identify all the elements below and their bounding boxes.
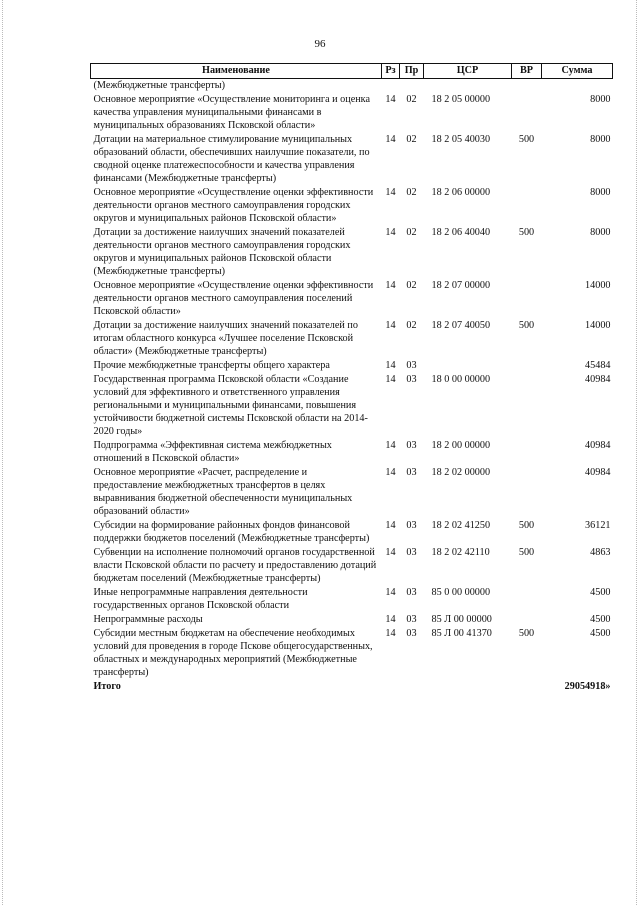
cell-sum: 14000 (585, 280, 611, 291)
table-row (91, 186, 613, 226)
cell-csr: 18 2 05 00000 (431, 94, 491, 105)
cell-name: (Межбюджетные трансферты) (93, 80, 226, 91)
cell-pr: 03 (406, 360, 417, 371)
cell-rz (382, 680, 400, 694)
table-row (91, 586, 613, 613)
table-row (91, 319, 613, 359)
cell-vr (512, 680, 542, 694)
budget-allocation-table (90, 63, 613, 694)
cell-name: Основное мероприятие «Осуществление мониторинга и оценка качества управления муниципальными финансами в муниципальных образованиях Псковской области» (93, 94, 370, 131)
cell-rz: 14 (385, 227, 396, 238)
cell-name: Дотации за достижение наилучших значений показателей деятельности органов местного самоуправления городских округов и муниципальных районов Псковской области (Межбюджетные трансферты) (93, 227, 351, 277)
cell-sum: 8000 (590, 94, 611, 105)
cell-sum: 40984 (585, 374, 611, 385)
cell-sum: 45484 (585, 360, 611, 371)
cell-sum: 8000 (590, 227, 611, 238)
cell-csr: 18 2 07 00000 (431, 280, 491, 291)
cell-rz: 14 (385, 134, 396, 145)
cell-sum: 4500 (590, 614, 611, 625)
cell-sum: 14000 (585, 320, 611, 331)
cell-sum (542, 79, 613, 94)
header-name: Наименование (91, 64, 382, 79)
cell-sum: 4500 (590, 628, 611, 639)
cell-pr (400, 79, 424, 94)
cell-pr: 03 (406, 587, 417, 598)
cell-sum: 8000 (590, 134, 611, 145)
cell-csr: 18 2 02 42110 (431, 547, 490, 558)
total-sum: 29054918» (564, 681, 611, 692)
cell-pr: 02 (406, 134, 417, 145)
header-pr: Пр (400, 64, 424, 79)
table-body (91, 79, 613, 695)
cell-csr: 85 0 00 00000 (431, 587, 491, 598)
cell-csr: 18 2 02 41250 (431, 520, 491, 531)
table-row (91, 226, 613, 279)
cell-name: Основное мероприятие «Осуществление оценки эффективности деятельности органов местного самоуправления поселений Псковской области» (93, 280, 374, 317)
cell-vr (512, 373, 542, 439)
cell-sum: 8000 (590, 187, 611, 198)
table-row (91, 613, 613, 627)
cell-rz: 14 (385, 374, 396, 385)
cell-rz: 14 (385, 360, 396, 371)
table-row (91, 546, 613, 586)
right-scan-edge (636, 0, 637, 905)
cell-csr: 18 2 05 40030 (431, 134, 491, 145)
cell-vr (512, 186, 542, 226)
table-row (91, 373, 613, 439)
cell-name: Основное мероприятие «Осуществление оценки эффективности деятельности органов местного самоуправления городских округов и муниципальных районов Псковской области» (93, 187, 374, 224)
cell-csr (424, 359, 512, 373)
table-row (91, 466, 613, 519)
cell-pr: 03 (406, 440, 417, 451)
cell-csr: 18 2 00 00000 (431, 440, 491, 451)
cell-pr: 03 (406, 467, 417, 478)
cell-sum: 4500 (590, 587, 611, 598)
cell-vr (512, 359, 542, 373)
cell-name: Подпрограмма «Эффективная система межбюджетных отношений в Псковской области» (93, 440, 332, 464)
header-sum: Сумма (542, 64, 613, 79)
table-row (91, 279, 613, 319)
cell-vr (512, 279, 542, 319)
cell-pr: 02 (406, 320, 417, 331)
left-scan-edge (2, 0, 3, 905)
cell-vr: 500 (518, 134, 535, 145)
cell-name: Субсидии местным бюджетам на обеспечение необходимых условий для проведения в городе Пскове общегосударственных, областных и международных мероприятий (Межбюджетные трансферты) (93, 628, 373, 678)
table-row (91, 133, 613, 186)
cell-vr: 500 (518, 320, 535, 331)
cell-pr (400, 680, 424, 694)
cell-csr (424, 680, 512, 694)
cell-name: Субсидии на формирование районных фондов финансовой поддержки бюджетов поселений (Межбюджетные трансферты) (93, 520, 370, 544)
cell-rz: 14 (385, 547, 396, 558)
cell-pr: 03 (406, 547, 417, 558)
table-row (91, 439, 613, 466)
table-row (91, 93, 613, 133)
header-vr: ВР (512, 64, 542, 79)
cell-vr (512, 586, 542, 613)
table-row (91, 519, 613, 546)
cell-vr: 500 (518, 628, 535, 639)
cell-csr (424, 79, 512, 94)
cell-name: Основное мероприятие «Расчет, распределение и предоставление межбюджетных трансфертов в целях выравнивания бюджетной обеспеченности муниципальных образований области» (93, 467, 353, 517)
cell-rz: 14 (385, 614, 396, 625)
cell-csr: 18 2 02 00000 (431, 467, 491, 478)
cell-sum: 4863 (590, 547, 611, 558)
cell-rz: 14 (385, 520, 396, 531)
cell-vr (512, 613, 542, 627)
page-number: 96 (314, 38, 326, 50)
cell-name: Субвенции на исполнение полномочий органов государственной власти Псковской области по расчету и предоставлению дотаций бюджетам поселений (Межбюджетные трансферты) (93, 547, 377, 584)
cell-rz: 14 (385, 587, 396, 598)
cell-rz: 14 (385, 187, 396, 198)
table-row (91, 627, 613, 680)
header-csr: ЦСР (424, 64, 512, 79)
cell-name: Дотации за достижение наилучших значений показателей по итогам областного конкурса «Лучшее поселение Псковской области» (Межбюджетные трансферты) (93, 320, 358, 357)
table-row (91, 79, 613, 94)
cell-vr (512, 93, 542, 133)
cell-csr: 18 0 00 00000 (431, 374, 491, 385)
cell-sum: 40984 (585, 467, 611, 478)
cell-sum: 36121 (585, 520, 611, 531)
cell-csr: 18 2 07 40050 (431, 320, 491, 331)
cell-pr: 02 (406, 227, 417, 238)
cell-rz: 14 (385, 94, 396, 105)
cell-vr (512, 466, 542, 519)
table-row (91, 359, 613, 373)
cell-name: Иные непрограммные направления деятельности государственных органов Псковской области (93, 587, 308, 611)
cell-vr: 500 (518, 520, 535, 531)
cell-csr: 18 2 06 00000 (431, 187, 491, 198)
cell-rz: 14 (385, 440, 396, 451)
cell-rz: 14 (385, 320, 396, 331)
cell-rz: 14 (385, 628, 396, 639)
cell-rz: 14 (385, 467, 396, 478)
cell-pr: 03 (406, 374, 417, 385)
cell-pr: 03 (406, 614, 417, 625)
cell-csr: 18 2 06 40040 (431, 227, 491, 238)
cell-vr: 500 (518, 227, 535, 238)
table-header-row (91, 64, 613, 79)
cell-vr: 500 (518, 547, 535, 558)
cell-rz: 14 (385, 280, 396, 291)
cell-sum: 40984 (585, 440, 611, 451)
cell-csr: 85 Л 00 00000 (431, 614, 492, 625)
cell-pr: 03 (406, 520, 417, 531)
cell-csr: 85 Л 00 41370 (431, 628, 492, 639)
cell-name: Прочие межбюджетные трансферты общего характера (93, 360, 330, 371)
cell-pr: 02 (406, 94, 417, 105)
total-row (91, 680, 613, 694)
total-label: Итого (93, 681, 121, 692)
cell-pr: 03 (406, 628, 417, 639)
cell-rz (382, 79, 400, 94)
cell-name: Государственная программа Псковской области «Создание условий для эффективного и ответственного управления региональными и муниципальными финансами, повышения устойчивости бюджетной системы Псковской области на 2014-2020 годы» (93, 374, 368, 437)
cell-pr: 02 (406, 280, 417, 291)
cell-name: Непрограммные расходы (93, 614, 203, 625)
cell-vr (512, 79, 542, 94)
header-rz: Рз (382, 64, 400, 79)
cell-pr: 02 (406, 187, 417, 198)
cell-name: Дотации на материальное стимулирование муниципальных образований области, обеспечивших наилучшие показатели, по сводной оценке платежеспособности и качества управления финансами (Межбюджетные трансферты) (93, 134, 370, 184)
cell-vr (512, 439, 542, 466)
